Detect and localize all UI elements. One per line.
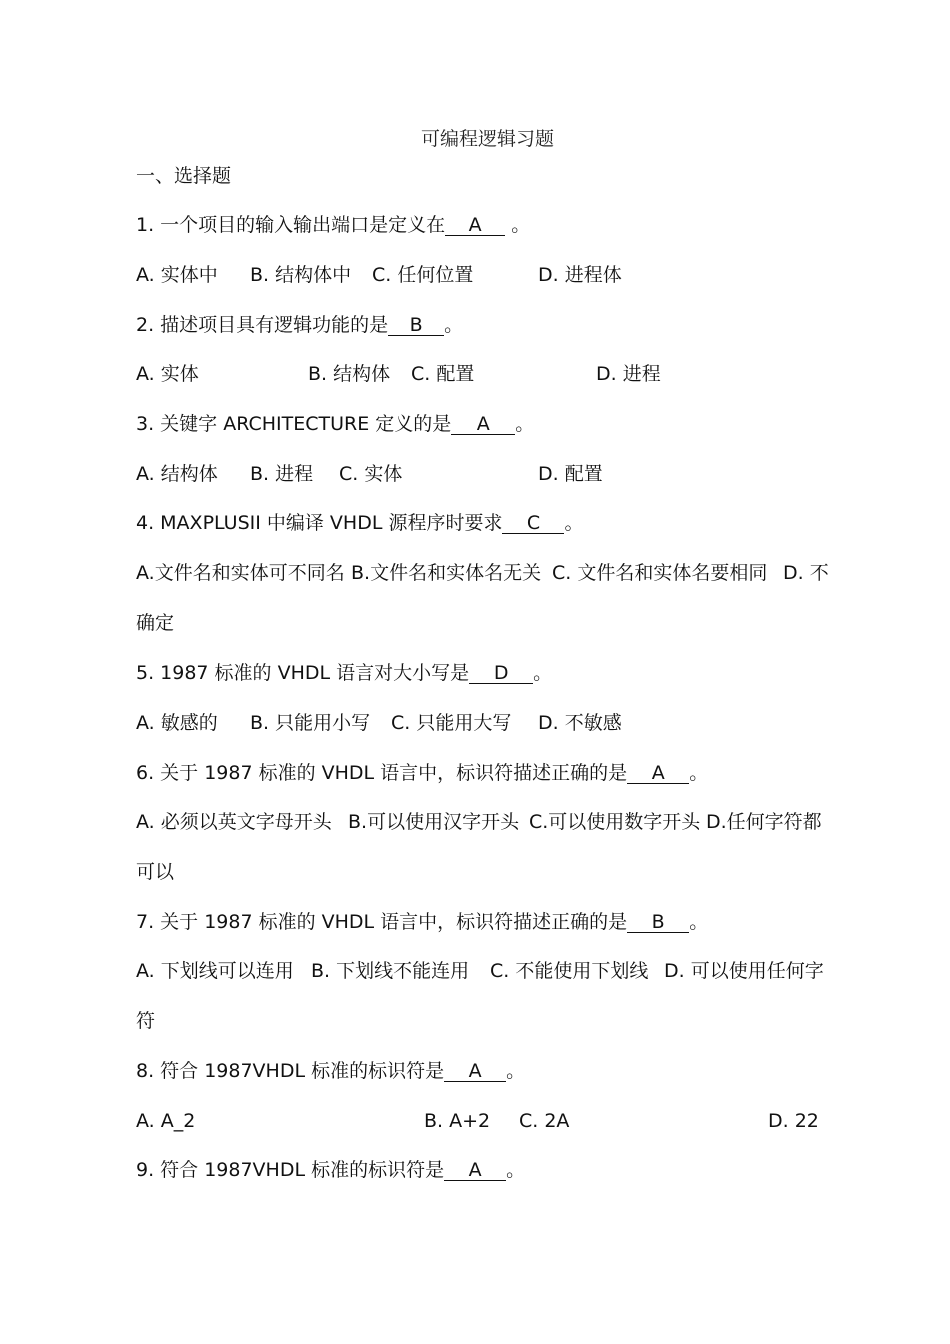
option-d: D. 进程 xyxy=(596,363,661,385)
question-suffix: 。 xyxy=(564,512,584,534)
question-suffix: 。 xyxy=(506,1060,526,1082)
answer-blank: B xyxy=(627,912,689,933)
answer-blank: D xyxy=(469,663,533,684)
option-a: A. 必须以英文字母开头 xyxy=(136,811,332,833)
option-c: C. 2A xyxy=(519,1110,570,1132)
question-text: 7. 关于 1987 标准的 VHDL 语言中，标识符描述正确的是 xyxy=(136,911,628,933)
page-title: 可编程逻辑习题 xyxy=(420,128,554,150)
option-b: B.文件名和实体名无关 xyxy=(351,562,542,584)
options-7-continued: 符 xyxy=(136,1010,156,1032)
question-text: 2. 描述项目具有逻辑功能的是 xyxy=(136,314,389,336)
option-c: C. 任何位置 xyxy=(372,264,474,286)
question-suffix: 。 xyxy=(689,911,709,933)
question-5 xyxy=(136,661,552,685)
option-b: B. 进程 xyxy=(250,463,314,485)
answer-blank: B xyxy=(388,315,444,336)
answer-blank: C xyxy=(502,513,564,534)
option-a: A. 实体中 xyxy=(136,264,218,286)
question-suffix: 。 xyxy=(689,762,709,784)
question-text: 8. 符合 1987VHDL 标准的标识符是 xyxy=(136,1060,445,1082)
option-d: D. 不 xyxy=(783,562,829,584)
option-d: D. 进程体 xyxy=(538,264,622,286)
option-c: C. 只能用大写 xyxy=(391,712,512,734)
question-suffix: 。 xyxy=(506,1159,526,1181)
option-a: A. 结构体 xyxy=(136,463,218,485)
option-a: A. 下划线可以连用 xyxy=(136,960,294,982)
question-text: 4. MAXPLUSII 中编译 VHDL 源程序时要求 xyxy=(136,512,503,534)
question-suffix: 。 xyxy=(505,214,531,236)
option-c: C.可以使用数字开头 xyxy=(529,811,701,833)
question-text: 1. 一个项目的输入输出端口是定义在 xyxy=(136,214,446,236)
option-d: D. 22 xyxy=(768,1110,819,1132)
question-1 xyxy=(136,213,530,237)
option-b: B.可以使用汉字开头 xyxy=(348,811,520,833)
option-a: A. 实体 xyxy=(136,363,199,385)
question-suffix: 。 xyxy=(515,413,535,435)
question-9 xyxy=(136,1158,525,1182)
option-c: C. 配置 xyxy=(411,363,475,385)
option-d: D.任何字符都 xyxy=(706,811,822,833)
question-7 xyxy=(136,910,708,934)
option-d: D. 配置 xyxy=(538,463,603,485)
option-b: B. 结构体 xyxy=(308,363,391,385)
option-b: B. A+2 xyxy=(424,1110,491,1132)
question-2 xyxy=(136,313,463,337)
answer-blank: A xyxy=(627,763,689,784)
question-text: 3. 关键字 ARCHITECTURE 定义的是 xyxy=(136,413,452,435)
option-d: D. 可以使用任何字 xyxy=(664,960,824,982)
option-b: B. 下划线不能连用 xyxy=(311,960,470,982)
question-6 xyxy=(136,761,708,785)
section-heading: 一、选择题 xyxy=(136,165,232,187)
question-3 xyxy=(136,412,534,436)
option-b: B. 结构体中 xyxy=(250,264,352,286)
answer-blank: A xyxy=(451,414,515,435)
option-b: B. 只能用小写 xyxy=(250,712,371,734)
option-a: A.文件名和实体可不同名 xyxy=(136,562,345,584)
option-a: A. A_2 xyxy=(136,1110,196,1132)
answer-blank: A xyxy=(445,215,505,236)
answer-blank: A xyxy=(444,1061,506,1082)
question-text: 9. 符合 1987VHDL 标准的标识符是 xyxy=(136,1159,445,1181)
option-c: C. 实体 xyxy=(339,463,403,485)
option-c: C. 文件名和实体名要相同 xyxy=(552,562,768,584)
question-suffix: 。 xyxy=(533,662,553,684)
question-text: 6. 关于 1987 标准的 VHDL 语言中，标识符描述正确的是 xyxy=(136,762,628,784)
question-text: 5. 1987 标准的 VHDL 语言对大小写是 xyxy=(136,662,470,684)
options-6-continued: 可以 xyxy=(136,861,175,883)
question-suffix: 。 xyxy=(444,314,464,336)
option-c: C. 不能使用下划线 xyxy=(490,960,649,982)
options-4-continued: 确定 xyxy=(136,612,175,634)
question-8 xyxy=(136,1059,525,1083)
answer-blank: A xyxy=(444,1160,506,1181)
question-4 xyxy=(136,511,583,535)
option-a: A. 敏感的 xyxy=(136,712,218,734)
option-d: D. 不敏感 xyxy=(538,712,622,734)
